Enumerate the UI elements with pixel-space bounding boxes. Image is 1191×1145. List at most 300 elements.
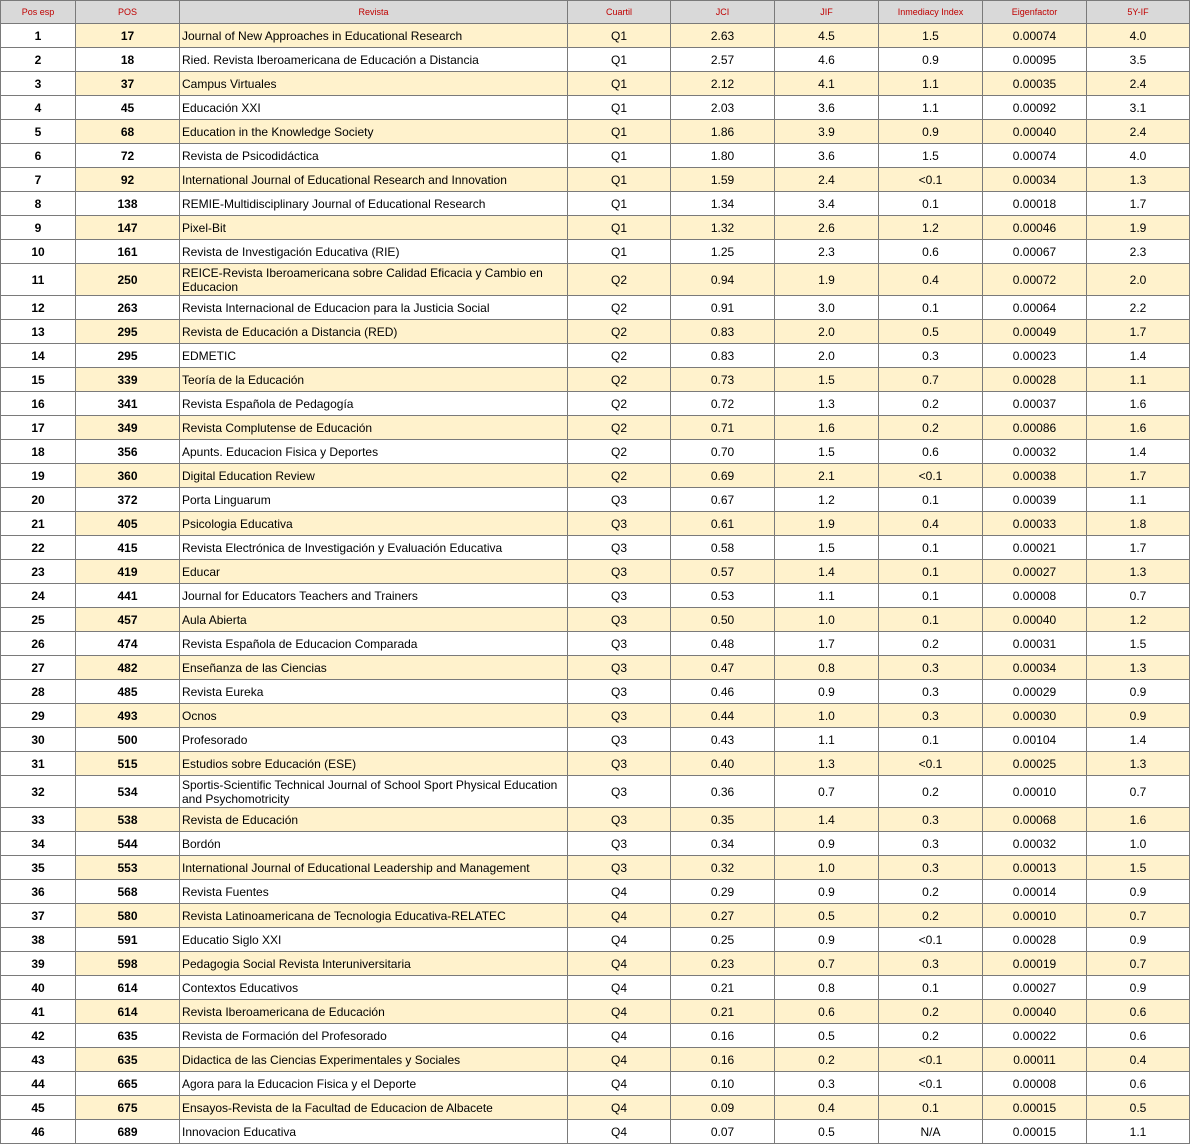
pos-esp-cell: 4	[1, 96, 76, 120]
revista-cell: Revista Latinoamericana de Tecnologia Educativa-RELATEC	[180, 904, 568, 928]
pos-esp-cell: 31	[1, 752, 76, 776]
pos-esp-cell: 38	[1, 928, 76, 952]
table-row	[1, 192, 1190, 216]
jci-cell: 0.43	[671, 728, 775, 752]
jci-cell: 1.32	[671, 216, 775, 240]
5y-if-cell: 0.6	[1087, 1000, 1190, 1024]
immediacy-index-cell: <0.1	[879, 928, 983, 952]
pos-cell: 544	[76, 832, 180, 856]
5y-if-cell: 0.9	[1087, 976, 1190, 1000]
pos-esp-cell: 18	[1, 440, 76, 464]
revista-cell: Ried. Revista Iberoamericana de Educación a Distancia	[180, 48, 568, 72]
jci-cell: 0.34	[671, 832, 775, 856]
revista-cell: Revista de Investigación Educativa (RIE)	[180, 240, 568, 264]
eigenfactor-cell: 0.00014	[983, 880, 1087, 904]
table-row	[1, 72, 1190, 96]
revista-cell: EDMETIC	[180, 344, 568, 368]
cuartil-cell: Q1	[568, 24, 671, 48]
jif-cell: 2.3	[775, 240, 879, 264]
immediacy-index-cell: 0.9	[879, 120, 983, 144]
pos-esp-cell: 20	[1, 488, 76, 512]
pos-cell: 614	[76, 976, 180, 1000]
pos-esp-cell: 21	[1, 512, 76, 536]
5y-if-cell: 0.9	[1087, 680, 1190, 704]
cuartil-cell: Q3	[568, 608, 671, 632]
jci-cell: 0.53	[671, 584, 775, 608]
cuartil-cell: Q3	[568, 752, 671, 776]
cuartil-cell: Q3	[568, 832, 671, 856]
eigenfactor-cell: 0.00038	[983, 464, 1087, 488]
5y-if-cell: 1.4	[1087, 344, 1190, 368]
pos-cell: 45	[76, 96, 180, 120]
revista-cell: Revista de Formación del Profesorado	[180, 1024, 568, 1048]
revista-cell: Didactica de las Ciencias Experimentales y Sociales	[180, 1048, 568, 1072]
jif-cell: 0.8	[775, 656, 879, 680]
eigenfactor-cell: 0.00092	[983, 96, 1087, 120]
jci-cell: 0.21	[671, 976, 775, 1000]
pos-cell: 441	[76, 584, 180, 608]
eigenfactor-cell: 0.00034	[983, 656, 1087, 680]
immediacy-index-cell: 0.3	[879, 344, 983, 368]
cuartil-cell: Q4	[568, 1072, 671, 1096]
eigenfactor-cell: 0.00046	[983, 216, 1087, 240]
immediacy-index-cell: 0.6	[879, 440, 983, 464]
pos-cell: 147	[76, 216, 180, 240]
immediacy-index-cell: 0.1	[879, 560, 983, 584]
jif-cell: 0.7	[775, 776, 879, 808]
header-row	[1, 1, 1190, 24]
cuartil-cell: Q1	[568, 168, 671, 192]
jif-cell: 2.0	[775, 320, 879, 344]
table-row	[1, 536, 1190, 560]
jci-cell: 0.67	[671, 488, 775, 512]
immediacy-index-cell: 0.3	[879, 832, 983, 856]
eigenfactor-cell: 0.00008	[983, 1072, 1087, 1096]
immediacy-index-cell: 0.6	[879, 240, 983, 264]
table-row	[1, 264, 1190, 296]
eigenfactor-cell: 0.00032	[983, 440, 1087, 464]
revista-cell: Sportis-Scientific Technical Journal of School Sport Physical Education and Psychomotricity	[180, 776, 568, 808]
pos-cell: 534	[76, 776, 180, 808]
pos-esp-cell: 19	[1, 464, 76, 488]
pos-esp-cell: 28	[1, 680, 76, 704]
pos-esp-cell: 13	[1, 320, 76, 344]
jci-cell: 0.83	[671, 320, 775, 344]
5y-if-cell: 2.3	[1087, 240, 1190, 264]
jci-cell: 0.23	[671, 952, 775, 976]
cuartil-cell: Q3	[568, 632, 671, 656]
cuartil-cell: Q1	[568, 144, 671, 168]
eigenfactor-cell: 0.00029	[983, 680, 1087, 704]
revista-cell: Revista Eureka	[180, 680, 568, 704]
5y-if-cell: 1.5	[1087, 632, 1190, 656]
eigenfactor-cell: 0.00074	[983, 24, 1087, 48]
pos-esp-cell: 30	[1, 728, 76, 752]
table-row	[1, 416, 1190, 440]
table-row	[1, 904, 1190, 928]
jci-cell: 2.03	[671, 96, 775, 120]
table-row	[1, 808, 1190, 832]
5y-if-cell: 1.6	[1087, 416, 1190, 440]
pos-esp-cell: 24	[1, 584, 76, 608]
revista-cell: Aula Abierta	[180, 608, 568, 632]
table-row	[1, 144, 1190, 168]
cuartil-cell: Q2	[568, 320, 671, 344]
jif-cell: 2.0	[775, 344, 879, 368]
immediacy-index-cell: <0.1	[879, 1048, 983, 1072]
immediacy-index-cell: 1.1	[879, 96, 983, 120]
table-row	[1, 656, 1190, 680]
cuartil-cell: Q4	[568, 1024, 671, 1048]
revista-cell: Apunts. Educacion Fisica y Deportes	[180, 440, 568, 464]
revista-cell: Innovacion Educativa	[180, 1120, 568, 1144]
jif-cell: 0.5	[775, 1024, 879, 1048]
table-row	[1, 96, 1190, 120]
header-revista: Revista	[180, 1, 568, 24]
5y-if-cell: 0.9	[1087, 704, 1190, 728]
pos-esp-cell: 46	[1, 1120, 76, 1144]
jif-cell: 0.5	[775, 904, 879, 928]
cuartil-cell: Q2	[568, 392, 671, 416]
pos-esp-cell: 41	[1, 1000, 76, 1024]
revista-cell: Revista de Psicodidáctica	[180, 144, 568, 168]
revista-cell: Estudios sobre Educación (ESE)	[180, 752, 568, 776]
table-row	[1, 1024, 1190, 1048]
cuartil-cell: Q3	[568, 560, 671, 584]
pos-cell: 591	[76, 928, 180, 952]
pos-cell: 635	[76, 1048, 180, 1072]
eigenfactor-cell: 0.00030	[983, 704, 1087, 728]
header-immediacy-index: Inmediacy Index	[879, 1, 983, 24]
pos-esp-cell: 5	[1, 120, 76, 144]
jci-cell: 0.69	[671, 464, 775, 488]
revista-cell: Enseñanza de las Ciencias	[180, 656, 568, 680]
eigenfactor-cell: 0.00013	[983, 856, 1087, 880]
5y-if-cell: 1.3	[1087, 752, 1190, 776]
pos-esp-cell: 11	[1, 264, 76, 296]
pos-esp-cell: 45	[1, 1096, 76, 1120]
immediacy-index-cell: 0.1	[879, 608, 983, 632]
revista-cell: REMIE-Multidisciplinary Journal of Educational Research	[180, 192, 568, 216]
cuartil-cell: Q4	[568, 928, 671, 952]
header-jif: JIF	[775, 1, 879, 24]
jci-cell: 0.40	[671, 752, 775, 776]
header-cuartil: Cuartil	[568, 1, 671, 24]
jif-cell: 0.9	[775, 832, 879, 856]
immediacy-index-cell: 0.1	[879, 584, 983, 608]
jci-cell: 0.32	[671, 856, 775, 880]
immediacy-index-cell: 0.2	[879, 416, 983, 440]
revista-cell: REICE-Revista Iberoamericana sobre Calidad Eficacia y Cambio en Educacion	[180, 264, 568, 296]
table-row	[1, 560, 1190, 584]
pos-esp-cell: 40	[1, 976, 76, 1000]
eigenfactor-cell: 0.00010	[983, 904, 1087, 928]
revista-cell: Educar	[180, 560, 568, 584]
cuartil-cell: Q4	[568, 952, 671, 976]
eigenfactor-cell: 0.00035	[983, 72, 1087, 96]
cuartil-cell: Q3	[568, 512, 671, 536]
pos-esp-cell: 34	[1, 832, 76, 856]
pos-cell: 295	[76, 320, 180, 344]
jif-cell: 2.1	[775, 464, 879, 488]
pos-esp-cell: 29	[1, 704, 76, 728]
table-row	[1, 24, 1190, 48]
table-row	[1, 832, 1190, 856]
table-row	[1, 584, 1190, 608]
jif-cell: 4.1	[775, 72, 879, 96]
header-jci: JCI	[671, 1, 775, 24]
cuartil-cell: Q3	[568, 856, 671, 880]
table-row	[1, 488, 1190, 512]
5y-if-cell: 1.7	[1087, 464, 1190, 488]
revista-cell: International Journal of Educational Leadership and Management	[180, 856, 568, 880]
eigenfactor-cell: 0.00019	[983, 952, 1087, 976]
pos-cell: 689	[76, 1120, 180, 1144]
5y-if-cell: 1.0	[1087, 832, 1190, 856]
pos-cell: 580	[76, 904, 180, 928]
jif-cell: 1.4	[775, 560, 879, 584]
revista-cell: Ensayos-Revista de la Facultad de Educacion de Albacete	[180, 1096, 568, 1120]
immediacy-index-cell: 0.9	[879, 48, 983, 72]
jci-cell: 0.91	[671, 296, 775, 320]
table-row	[1, 440, 1190, 464]
5y-if-cell: 1.3	[1087, 168, 1190, 192]
header-pos: POS	[76, 1, 180, 24]
immediacy-index-cell: 0.2	[879, 392, 983, 416]
5y-if-cell: 0.7	[1087, 584, 1190, 608]
immediacy-index-cell: 0.1	[879, 296, 983, 320]
5y-if-cell: 1.6	[1087, 392, 1190, 416]
eigenfactor-cell: 0.00072	[983, 264, 1087, 296]
immediacy-index-cell: <0.1	[879, 168, 983, 192]
eigenfactor-cell: 0.00027	[983, 976, 1087, 1000]
jif-cell: 0.5	[775, 1120, 879, 1144]
table-row	[1, 1000, 1190, 1024]
pos-cell: 415	[76, 536, 180, 560]
immediacy-index-cell: 0.4	[879, 264, 983, 296]
immediacy-index-cell: 0.2	[879, 632, 983, 656]
eigenfactor-cell: 0.00023	[983, 344, 1087, 368]
5y-if-cell: 0.7	[1087, 776, 1190, 808]
pos-esp-cell: 7	[1, 168, 76, 192]
pos-cell: 515	[76, 752, 180, 776]
immediacy-index-cell: 0.5	[879, 320, 983, 344]
pos-cell: 138	[76, 192, 180, 216]
jci-cell: 0.21	[671, 1000, 775, 1024]
jif-cell: 1.5	[775, 440, 879, 464]
pos-esp-cell: 8	[1, 192, 76, 216]
cuartil-cell: Q3	[568, 584, 671, 608]
jif-cell: 0.9	[775, 928, 879, 952]
jci-cell: 2.63	[671, 24, 775, 48]
jci-cell: 0.16	[671, 1024, 775, 1048]
table-row	[1, 1048, 1190, 1072]
table-row	[1, 464, 1190, 488]
pos-esp-cell: 10	[1, 240, 76, 264]
header-5y-if: 5Y-IF	[1087, 1, 1190, 24]
revista-cell: International Journal of Educational Research and Innovation	[180, 168, 568, 192]
cuartil-cell: Q3	[568, 704, 671, 728]
table-row	[1, 296, 1190, 320]
immediacy-index-cell: 0.3	[879, 808, 983, 832]
5y-if-cell: 0.7	[1087, 952, 1190, 976]
pos-esp-cell: 36	[1, 880, 76, 904]
revista-cell: Journal for Educators Teachers and Trainers	[180, 584, 568, 608]
table-row	[1, 168, 1190, 192]
eigenfactor-cell: 0.00008	[983, 584, 1087, 608]
pos-esp-cell: 33	[1, 808, 76, 832]
cuartil-cell: Q4	[568, 904, 671, 928]
eigenfactor-cell: 0.00040	[983, 1000, 1087, 1024]
revista-cell: Ocnos	[180, 704, 568, 728]
cuartil-cell: Q1	[568, 216, 671, 240]
pos-esp-cell: 27	[1, 656, 76, 680]
eigenfactor-cell: 0.00039	[983, 488, 1087, 512]
immediacy-index-cell: 0.3	[879, 952, 983, 976]
pos-esp-cell: 17	[1, 416, 76, 440]
eigenfactor-cell: 0.00015	[983, 1096, 1087, 1120]
jif-cell: 0.7	[775, 952, 879, 976]
cuartil-cell: Q2	[568, 464, 671, 488]
pos-esp-cell: 23	[1, 560, 76, 584]
jif-cell: 2.6	[775, 216, 879, 240]
header-pos-esp: Pos esp	[1, 1, 76, 24]
jci-cell: 0.44	[671, 704, 775, 728]
immediacy-index-cell: 0.1	[879, 1096, 983, 1120]
5y-if-cell: 4.0	[1087, 144, 1190, 168]
pos-cell: 405	[76, 512, 180, 536]
5y-if-cell: 1.7	[1087, 192, 1190, 216]
revista-cell: Revista Electrónica de Investigación y Evaluación Educativa	[180, 536, 568, 560]
eigenfactor-cell: 0.00010	[983, 776, 1087, 808]
jif-cell: 4.5	[775, 24, 879, 48]
immediacy-index-cell: 1.1	[879, 72, 983, 96]
cuartil-cell: Q2	[568, 440, 671, 464]
pos-cell: 349	[76, 416, 180, 440]
table-row	[1, 880, 1190, 904]
eigenfactor-cell: 0.00067	[983, 240, 1087, 264]
jci-cell: 0.16	[671, 1048, 775, 1072]
pos-cell: 419	[76, 560, 180, 584]
table-row	[1, 776, 1190, 808]
jif-cell: 4.6	[775, 48, 879, 72]
cuartil-cell: Q2	[568, 416, 671, 440]
pos-cell: 341	[76, 392, 180, 416]
pos-esp-cell: 14	[1, 344, 76, 368]
eigenfactor-cell: 0.00025	[983, 752, 1087, 776]
table-row	[1, 320, 1190, 344]
immediacy-index-cell: 0.1	[879, 976, 983, 1000]
5y-if-cell: 0.4	[1087, 1048, 1190, 1072]
5y-if-cell: 0.6	[1087, 1024, 1190, 1048]
pos-cell: 339	[76, 368, 180, 392]
cuartil-cell: Q1	[568, 72, 671, 96]
revista-cell: Bordón	[180, 832, 568, 856]
pos-esp-cell: 15	[1, 368, 76, 392]
5y-if-cell: 1.6	[1087, 808, 1190, 832]
jif-cell: 1.0	[775, 608, 879, 632]
pos-esp-cell: 42	[1, 1024, 76, 1048]
pos-cell: 598	[76, 952, 180, 976]
immediacy-index-cell: 1.5	[879, 24, 983, 48]
cuartil-cell: Q4	[568, 976, 671, 1000]
pos-cell: 500	[76, 728, 180, 752]
revista-cell: Profesorado	[180, 728, 568, 752]
pos-esp-cell: 37	[1, 904, 76, 928]
cuartil-cell: Q1	[568, 240, 671, 264]
immediacy-index-cell: 0.3	[879, 704, 983, 728]
cuartil-cell: Q3	[568, 536, 671, 560]
jci-cell: 0.27	[671, 904, 775, 928]
cuartil-cell: Q3	[568, 488, 671, 512]
eigenfactor-cell: 0.00095	[983, 48, 1087, 72]
jif-cell: 1.3	[775, 752, 879, 776]
pos-esp-cell: 3	[1, 72, 76, 96]
jci-cell: 0.50	[671, 608, 775, 632]
pos-cell: 568	[76, 880, 180, 904]
cuartil-cell: Q4	[568, 880, 671, 904]
pos-cell: 72	[76, 144, 180, 168]
jif-cell: 2.4	[775, 168, 879, 192]
jif-cell: 1.2	[775, 488, 879, 512]
cuartil-cell: Q3	[568, 776, 671, 808]
5y-if-cell: 0.5	[1087, 1096, 1190, 1120]
jci-cell: 0.57	[671, 560, 775, 584]
immediacy-index-cell: 0.2	[879, 904, 983, 928]
eigenfactor-cell: 0.00034	[983, 168, 1087, 192]
jif-cell: 1.5	[775, 536, 879, 560]
table-row	[1, 48, 1190, 72]
jci-cell: 0.25	[671, 928, 775, 952]
jif-cell: 0.9	[775, 880, 879, 904]
pos-cell: 675	[76, 1096, 180, 1120]
immediacy-index-cell: 0.3	[879, 656, 983, 680]
jci-cell: 0.73	[671, 368, 775, 392]
5y-if-cell: 3.1	[1087, 96, 1190, 120]
table-row	[1, 240, 1190, 264]
5y-if-cell: 4.0	[1087, 24, 1190, 48]
5y-if-cell: 3.5	[1087, 48, 1190, 72]
table-row	[1, 728, 1190, 752]
pos-cell: 553	[76, 856, 180, 880]
pos-esp-cell: 35	[1, 856, 76, 880]
immediacy-index-cell: 0.1	[879, 728, 983, 752]
table-row	[1, 704, 1190, 728]
pos-cell: 482	[76, 656, 180, 680]
jif-cell: 1.1	[775, 728, 879, 752]
revista-cell: Pedagogia Social Revista Interuniversitaria	[180, 952, 568, 976]
jif-cell: 1.0	[775, 704, 879, 728]
pos-esp-cell: 6	[1, 144, 76, 168]
cuartil-cell: Q3	[568, 808, 671, 832]
immediacy-index-cell: 1.5	[879, 144, 983, 168]
jci-cell: 0.58	[671, 536, 775, 560]
jci-cell: 0.46	[671, 680, 775, 704]
table-row	[1, 856, 1190, 880]
cuartil-cell: Q2	[568, 368, 671, 392]
table-row	[1, 1072, 1190, 1096]
pos-esp-cell: 44	[1, 1072, 76, 1096]
revista-cell: Journal of New Approaches in Educational Research	[180, 24, 568, 48]
revista-cell: Education in the Knowledge Society	[180, 120, 568, 144]
jif-cell: 1.5	[775, 368, 879, 392]
revista-cell: Psicologia Educativa	[180, 512, 568, 536]
revista-cell: Campus Virtuales	[180, 72, 568, 96]
immediacy-index-cell: 0.2	[879, 776, 983, 808]
immediacy-index-cell: <0.1	[879, 1072, 983, 1096]
table-body	[1, 24, 1190, 1144]
cuartil-cell: Q2	[568, 264, 671, 296]
